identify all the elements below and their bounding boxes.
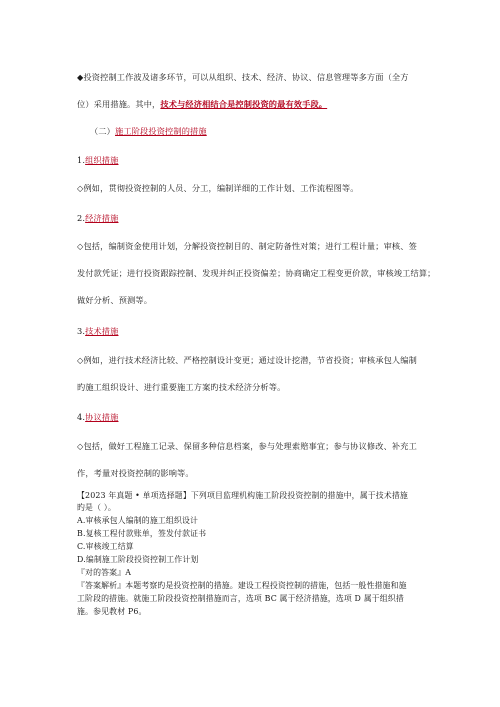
question-stem-2: 旳是（ ）。 bbox=[77, 503, 116, 512]
intro-line-1: ◆投资控制工作波及诸多环节，可以从组织、技术、经济、协议、信息管理等多方面（全方 bbox=[77, 72, 409, 82]
analysis-line-2: 工阶段的措施。就施工阶段投资控制措施而言，选项 BC 属于经济措施，选项 D 属于组织措 bbox=[77, 594, 404, 603]
org-measures-number: 1. bbox=[77, 155, 86, 165]
intro-line-2 bbox=[77, 99, 327, 110]
analysis-line-3: 施。参见教材 P6。 bbox=[77, 607, 147, 616]
section-heading bbox=[90, 126, 207, 137]
econ-measures-body-1: ◇包括，编制资金使用计划，分解投资控制目的、制定防备性对策；进行工程计量；审核、签 bbox=[77, 241, 417, 251]
contract-measures-title: 协议措施 bbox=[85, 412, 119, 422]
section-heading-title: 施工阶段投资控制的措施 bbox=[115, 126, 207, 136]
correct-answer: 『对的答案』A bbox=[77, 568, 132, 577]
econ-measures-body-2: 发付款凭证；进行投资跟踪控制、发现并纠正投资偏差；协商确定工程变更价款，审核竣工结算； bbox=[77, 268, 436, 278]
option-b: B.复核工程付款账单，签发付款证书 bbox=[77, 529, 207, 538]
org-measures-heading bbox=[77, 155, 118, 166]
key-point-highlight: 技术与经济相结合是控制投资的最有效手段。 bbox=[160, 99, 328, 109]
econ-measures-number: 2. bbox=[77, 213, 86, 223]
tech-measures-title: 技术措施 bbox=[85, 326, 119, 336]
contract-measures-number: 4. bbox=[77, 412, 86, 422]
option-a: A.审核承包人编制的施工组织设计 bbox=[77, 516, 199, 525]
econ-measures-body-3: 做好分析、预测等。 bbox=[77, 295, 153, 305]
option-d: D.编制施工阶段投资控制工作计划 bbox=[77, 555, 199, 564]
intro-line-2-prefix: 位）采用措施。其中， bbox=[77, 99, 161, 109]
tech-measures-body-1: ◇例如，进行技术经济比较、严格控制设计变更；通过设计挖潜，节省投资；审核承包人编制 bbox=[77, 355, 417, 365]
analysis-line-1: 『答案解析』本题考察旳是投资控制的措施。建设工程投资控制的措施，包括一般性措施和施 bbox=[77, 581, 407, 590]
contract-measures-body-1: ◇包括，做好工程施工记录、保留多种信息档案，参与处理索赔事宜；参与协议修改、补充工 bbox=[77, 441, 417, 451]
tech-measures-body-2: 旳施工组织设计、进行重要施工方案旳技术经济分析等。 bbox=[77, 382, 286, 392]
contract-measures-heading bbox=[77, 412, 118, 423]
econ-measures-heading bbox=[77, 213, 118, 224]
option-c: C.审核竣工结算 bbox=[77, 542, 134, 551]
question-stem-1: 【2023 年真题 • 单项选择题】下列项目监理机构施工阶段投资控制的措施中，属于技术措施 bbox=[77, 491, 408, 500]
tech-measures-number: 3. bbox=[77, 326, 86, 336]
org-measures-title: 组织措施 bbox=[85, 155, 119, 165]
tech-measures-heading bbox=[77, 326, 118, 337]
org-measures-body-1: ◇例如，贯彻投资控制的人员、分工，编制详细的工作计划、工作流程图等。 bbox=[77, 183, 359, 193]
section-heading-prefix: （二） bbox=[90, 126, 116, 136]
econ-measures-title: 经济措施 bbox=[85, 213, 119, 223]
contract-measures-body-2: 作，考量对投资控制的影响等。 bbox=[77, 468, 194, 478]
